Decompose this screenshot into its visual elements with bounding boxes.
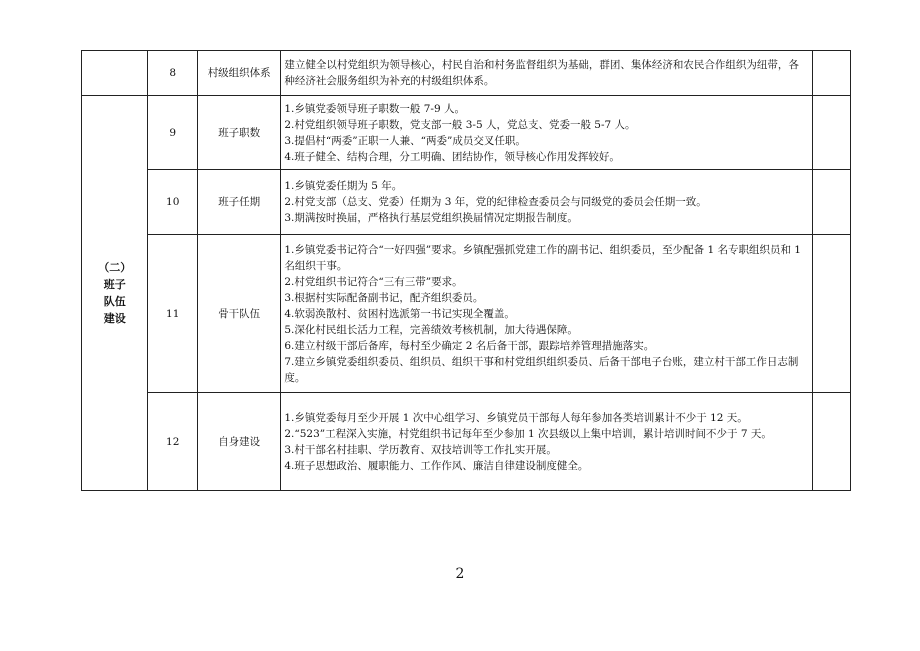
item-content (281, 96, 813, 170)
content-line: 4.班子思想政治、履职能力、工作作风、廉洁自律建设制度健全。 (284, 459, 589, 472)
content-line: 7.建立乡镇党委组织委员、组织员、组织干事和村党组织组织委员、后备干部电子台账，建立村干部工作日志制度。 (284, 355, 799, 384)
item-content (281, 393, 813, 491)
remarks-cell (813, 170, 851, 235)
content-line: 2.“523”工程深入实施，村党组织书记每年至少参加 1 次县级以上集中培训，累计培训时间不少于 7 天。 (284, 427, 772, 440)
category-label: （二） (98, 261, 132, 274)
item-number: 8 (148, 51, 198, 96)
category-label: 班子 (103, 278, 126, 291)
content-line: 3.期满按时换届，严格执行基层党组织换届情况定期报告制度。 (284, 212, 578, 224)
item-number: 12 (148, 393, 198, 491)
remarks-cell (813, 393, 851, 491)
item-name: 自身建设 (198, 393, 281, 491)
item-content (281, 170, 813, 235)
content-line: 建立健全以村党组织为领导核心，村民自治和村务监督组织为基础，群团、集体经济和农民合作组织为纽带，各种经济社会服务组织为补充的村级组织体系。 (284, 59, 799, 87)
item-content (281, 235, 813, 393)
content-line: 3.根据村实际配备副书记，配齐组织委员。 (284, 291, 484, 304)
content-line: 3.提倡村“两委”正职一人兼、“两委”成员交叉任职。 (284, 134, 526, 147)
item-name: 班子职数 (198, 96, 281, 170)
content-line: 6.建立村级干部后备库，每村至少确定 2 名后备干部，跟踪培养管理措施落实。 (284, 339, 655, 352)
standards-table (81, 50, 851, 491)
item-number: 9 (148, 96, 198, 170)
item-name: 班子任期 (198, 170, 281, 235)
content-line: 1.乡镇党委领导班子职数一般 7-9 人。 (284, 102, 465, 115)
content-line: 2.村党组织领导班子职数，党支部一般 3-5 人，党总支、党委一般 5-7 人。 (284, 118, 636, 131)
content-line: 2.村党支部（总支、党委）任期为 3 年，党的纪律检查委员会与同级党的委员会任期一致。 (284, 196, 707, 208)
item-name: 骨干队伍 (198, 235, 281, 393)
item-name: 村级组织体系 (198, 51, 281, 96)
content-line: 4.软弱涣散村、贫困村选派第一书记实现全覆盖。 (284, 307, 515, 320)
content-line: 4.班子健全、结构合理，分工明确、团结协作，领导核心作用发挥较好。 (284, 150, 620, 163)
remarks-cell (813, 96, 851, 170)
item-content (281, 51, 813, 96)
content-line: 1.乡镇党委书记符合“一好四强”要求。乡镇配强抓党建工作的副书记、组织委员，至少配备 1 名专职组织员和 1 名组织干事。 (284, 243, 801, 272)
content-line: 2.村党组织书记符合“三有三带”要求。 (284, 275, 463, 288)
item-number: 11 (148, 235, 198, 393)
table-row (82, 51, 851, 96)
page-number: 2 (455, 566, 465, 582)
table-row (82, 393, 851, 491)
table-row (82, 96, 851, 170)
content-line: 5.深化村民组长活力工程，完善绩效考核机制，加大待遇保障。 (284, 323, 578, 336)
category-cell (82, 96, 148, 491)
remarks-cell (813, 51, 851, 96)
table-row (82, 170, 851, 235)
category-cell-prev (82, 51, 148, 96)
content-line: 1.乡镇党委任期为 5 年。 (284, 180, 403, 192)
category-label: 建设 (103, 312, 126, 325)
content-line: 3.村干部名村挂职、学历教育、双技培训等工作扎实开展。 (284, 443, 557, 456)
table-row (82, 235, 851, 393)
category-label: 队伍 (103, 295, 126, 308)
item-number: 10 (148, 170, 198, 235)
content-line: 1.乡镇党委每月至少开展 1 次中心组学习、乡镇党员干部每人每年参加各类培训累计不少于 12 天。 (284, 411, 748, 424)
remarks-cell (813, 235, 851, 393)
